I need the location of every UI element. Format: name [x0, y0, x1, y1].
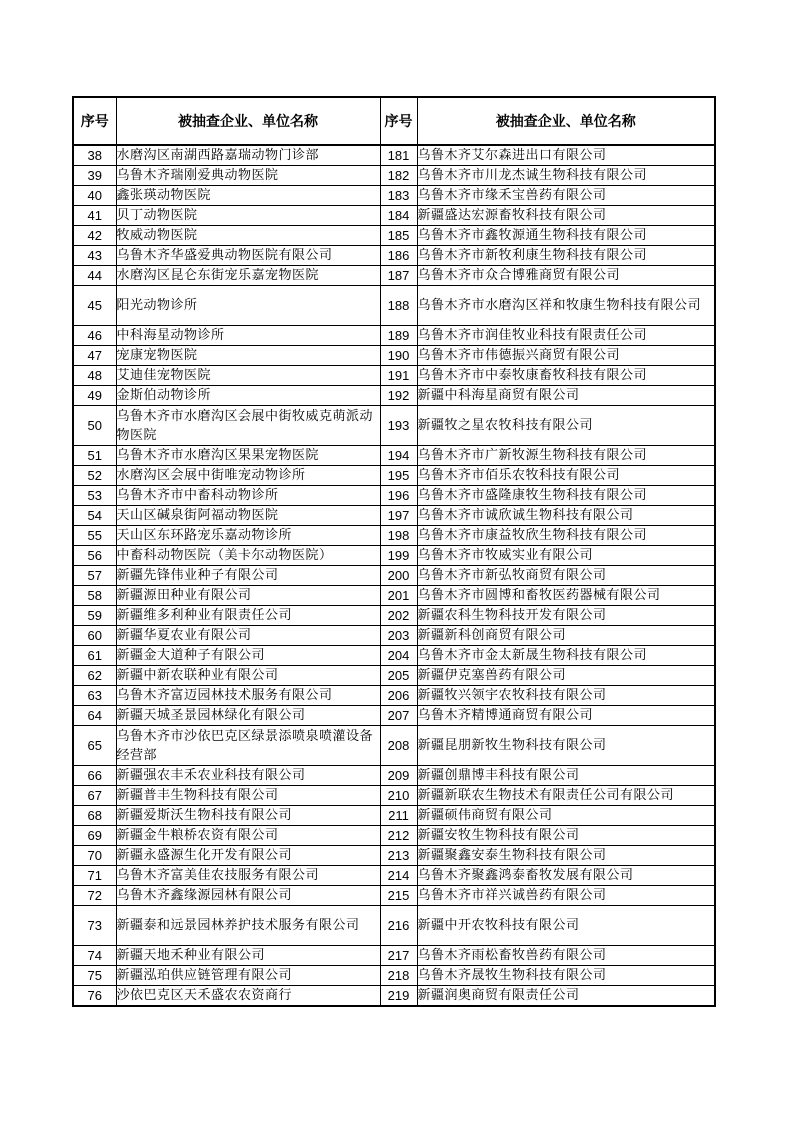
table-row: [73, 145, 715, 166]
right-company-name-cell: 新疆硕伟商贸有限公司: [417, 806, 715, 826]
right-company-name-cell: 新疆创鼎博丰科技有限公司: [417, 766, 715, 786]
right-seq-cell: 217: [380, 946, 417, 966]
right-company-name-cell: 乌鲁木齐市康益牧欣生物科技有限公司: [417, 526, 715, 546]
right-seq-cell: 181: [380, 145, 417, 166]
right-seq-cell: 215: [380, 886, 417, 906]
left-company-name-cell: 新疆天地禾种业有限公司: [116, 946, 380, 966]
left-seq-cell: 38: [73, 145, 116, 166]
left-company-name-cell: 金斯伯动物诊所: [116, 386, 380, 406]
name-header-right: 被抽查企业、单位名称: [417, 97, 715, 145]
table-row: [73, 386, 715, 406]
right-seq-cell: 185: [380, 226, 417, 246]
table-row: [73, 166, 715, 186]
right-seq-cell: 206: [380, 686, 417, 706]
right-company-name-cell: 新疆新联农生物技术有限责任公司有限公司: [417, 786, 715, 806]
left-company-name-cell: 乌鲁木齐鑫缘源园林有限公司: [116, 886, 380, 906]
left-company-name-cell: 水磨沟区会展中街唯宠动物诊所: [116, 466, 380, 486]
right-seq-cell: 212: [380, 826, 417, 846]
right-seq-cell: 182: [380, 166, 417, 186]
right-company-name-cell: 乌鲁木齐聚鑫鸿泰畜牧发展有限公司: [417, 866, 715, 886]
right-seq-cell: 192: [380, 386, 417, 406]
left-seq-cell: 72: [73, 886, 116, 906]
right-seq-cell: 202: [380, 606, 417, 626]
right-company-name-cell: 新疆新科创商贸有限公司: [417, 626, 715, 646]
right-company-name-cell: 乌鲁木齐市中泰牧康畜牧科技有限公司: [417, 366, 715, 386]
left-seq-cell: 75: [73, 966, 116, 986]
right-company-name-cell: 乌鲁木齐市润佳牧业科技有限责任公司: [417, 326, 715, 346]
table-row: [73, 246, 715, 266]
left-seq-cell: 61: [73, 646, 116, 666]
left-company-name-cell: 新疆泓珀供应链管理有限公司: [116, 966, 380, 986]
table-row: [73, 786, 715, 806]
left-company-name-cell: 鑫张瑛动物医院: [116, 186, 380, 206]
table-row: [73, 226, 715, 246]
right-seq-cell: 208: [380, 726, 417, 766]
right-seq-cell: 186: [380, 246, 417, 266]
table-header-row: [73, 97, 715, 145]
right-seq-cell: 194: [380, 446, 417, 466]
right-seq-cell: 211: [380, 806, 417, 826]
right-seq-cell: 188: [380, 286, 417, 326]
left-seq-cell: 68: [73, 806, 116, 826]
right-seq-cell: 209: [380, 766, 417, 786]
left-seq-cell: 41: [73, 206, 116, 226]
right-company-name-cell: 乌鲁木齐市诚欣诚生物科技有限公司: [417, 506, 715, 526]
seq-header-right: 序号: [380, 97, 417, 145]
left-seq-cell: 62: [73, 666, 116, 686]
right-company-name-cell: 乌鲁木齐市新牧利康生物科技有限公司: [417, 246, 715, 266]
left-company-name-cell: 沙依巴克区天禾盛农农资商行: [116, 986, 380, 1007]
left-company-name-cell: 艾迪佳宠物医院: [116, 366, 380, 386]
left-seq-cell: 76: [73, 986, 116, 1007]
right-seq-cell: 207: [380, 706, 417, 726]
table-row: [73, 946, 715, 966]
left-company-name-cell: 新疆强农丰禾农业科技有限公司: [116, 766, 380, 786]
table-row: [73, 286, 715, 326]
left-company-name-cell: 乌鲁木齐市水磨沟区会展中街牧威克萌派动物医院: [116, 406, 380, 446]
left-company-name-cell: 新疆天城圣景园林绿化有限公司: [116, 706, 380, 726]
left-company-name-cell: 天山区东环路宠乐嘉动物诊所: [116, 526, 380, 546]
table-row: [73, 646, 715, 666]
left-seq-cell: 65: [73, 726, 116, 766]
table-row: [73, 186, 715, 206]
right-company-name-cell: 乌鲁木齐市缘禾宝兽药有限公司: [417, 186, 715, 206]
left-seq-cell: 39: [73, 166, 116, 186]
right-company-name-cell: 新疆盛达宏源畜牧科技有限公司: [417, 206, 715, 226]
table-row: [73, 866, 715, 886]
left-seq-cell: 67: [73, 786, 116, 806]
right-company-name-cell: 新疆牧之星农牧科技有限公司: [417, 406, 715, 446]
left-seq-cell: 40: [73, 186, 116, 206]
table-row: [73, 406, 715, 446]
left-seq-cell: 46: [73, 326, 116, 346]
left-company-name-cell: 中畜科动物医院（美卡尔动物医院）: [116, 546, 380, 566]
right-company-name-cell: 乌鲁木齐市众合博雅商贸有限公司: [417, 266, 715, 286]
left-company-name-cell: 乌鲁木齐市水磨沟区果果宠物医院: [116, 446, 380, 466]
left-company-name-cell: 宠康宠物医院: [116, 346, 380, 366]
table-body: [73, 145, 715, 1006]
right-company-name-cell: 新疆中开农牧科技有限公司: [417, 906, 715, 946]
right-seq-cell: 190: [380, 346, 417, 366]
left-company-name-cell: 天山区碱泉街阿福动物医院: [116, 506, 380, 526]
left-company-name-cell: 贝丁动物医院: [116, 206, 380, 226]
right-seq-cell: 203: [380, 626, 417, 646]
left-seq-cell: 73: [73, 906, 116, 946]
table-row: [73, 446, 715, 466]
left-company-name-cell: 新疆源田种业有限公司: [116, 586, 380, 606]
left-seq-cell: 69: [73, 826, 116, 846]
right-company-name-cell: 乌鲁木齐雨松畜牧兽药有限公司: [417, 946, 715, 966]
right-company-name-cell: 乌鲁木齐精博通商贸有限公司: [417, 706, 715, 726]
left-company-name-cell: 新疆金牛粮桥农资有限公司: [116, 826, 380, 846]
left-seq-cell: 60: [73, 626, 116, 646]
right-seq-cell: 187: [380, 266, 417, 286]
right-seq-cell: 183: [380, 186, 417, 206]
table-row: [73, 346, 715, 366]
left-company-name-cell: 乌鲁木齐华盛爱典动物医院有限公司: [116, 246, 380, 266]
table-row: [73, 686, 715, 706]
table-row: [73, 466, 715, 486]
table-row: [73, 846, 715, 866]
table-row: [73, 986, 715, 1007]
table-row: [73, 626, 715, 646]
left-seq-cell: 42: [73, 226, 116, 246]
left-company-name-cell: 牧威动物医院: [116, 226, 380, 246]
table-row: [73, 806, 715, 826]
table-row: [73, 706, 715, 726]
left-company-name-cell: 水磨沟区南湖西路嘉瑞动物门诊部: [116, 145, 380, 166]
table-row: [73, 266, 715, 286]
right-seq-cell: 196: [380, 486, 417, 506]
right-company-name-cell: 新疆安牧生物科技有限公司: [417, 826, 715, 846]
right-company-name-cell: 新疆昆朋新牧生物科技有限公司: [417, 726, 715, 766]
left-seq-cell: 43: [73, 246, 116, 266]
table-row: [73, 906, 715, 946]
right-company-name-cell: 乌鲁木齐晟牧生物科技有限公司: [417, 966, 715, 986]
right-company-name-cell: 乌鲁木齐市川龙杰诚生物科技有限公司: [417, 166, 715, 186]
table-row: [73, 826, 715, 846]
right-company-name-cell: 乌鲁木齐市鑫牧源通生物科技有限公司: [417, 226, 715, 246]
left-seq-cell: 49: [73, 386, 116, 406]
right-seq-cell: 193: [380, 406, 417, 446]
left-seq-cell: 70: [73, 846, 116, 866]
table-row: [73, 606, 715, 626]
left-seq-cell: 44: [73, 266, 116, 286]
right-company-name-cell: 乌鲁木齐市金太新晟生物科技有限公司: [417, 646, 715, 666]
table-row: [73, 666, 715, 686]
left-company-name-cell: 新疆华夏农业有限公司: [116, 626, 380, 646]
left-seq-cell: 71: [73, 866, 116, 886]
left-company-name-cell: 乌鲁木齐市中畜科动物诊所: [116, 486, 380, 506]
seq-header-left: 序号: [73, 97, 116, 145]
right-seq-cell: 198: [380, 526, 417, 546]
table-row: [73, 526, 715, 546]
right-company-name-cell: 乌鲁木齐市圆博和畜牧医药器械有限公司: [417, 586, 715, 606]
right-company-name-cell: 乌鲁木齐市盛隆康牧生物科技有限公司: [417, 486, 715, 506]
table-row: [73, 586, 715, 606]
left-seq-cell: 56: [73, 546, 116, 566]
left-seq-cell: 47: [73, 346, 116, 366]
right-company-name-cell: 乌鲁木齐市佰乐农牧科技有限公司: [417, 466, 715, 486]
left-company-name-cell: 新疆中新农联种业有限公司: [116, 666, 380, 686]
table-row: [73, 766, 715, 786]
left-company-name-cell: 新疆金大道种子有限公司: [116, 646, 380, 666]
left-seq-cell: 64: [73, 706, 116, 726]
right-seq-cell: 200: [380, 566, 417, 586]
table-row: [73, 366, 715, 386]
left-company-name-cell: 新疆泰和远景园林养护技术服务有限公司: [116, 906, 380, 946]
inspection-table: [72, 96, 716, 1007]
table-row: [73, 206, 715, 226]
left-seq-cell: 55: [73, 526, 116, 546]
right-company-name-cell: 新疆牧兴领宇农牧科技有限公司: [417, 686, 715, 706]
right-seq-cell: 205: [380, 666, 417, 686]
right-seq-cell: 189: [380, 326, 417, 346]
left-seq-cell: 53: [73, 486, 116, 506]
right-company-name-cell: 新疆中科海星商贸有限公司: [417, 386, 715, 406]
left-company-name-cell: 水磨沟区昆仑东街宠乐嘉宠物医院: [116, 266, 380, 286]
table-row: [73, 886, 715, 906]
right-seq-cell: 199: [380, 546, 417, 566]
name-header-left: 被抽查企业、单位名称: [116, 97, 380, 145]
table-row: [73, 726, 715, 766]
left-seq-cell: 45: [73, 286, 116, 326]
right-seq-cell: 210: [380, 786, 417, 806]
right-company-name-cell: 乌鲁木齐市祥兴诚兽药有限公司: [417, 886, 715, 906]
left-seq-cell: 51: [73, 446, 116, 466]
left-seq-cell: 59: [73, 606, 116, 626]
table-row: [73, 486, 715, 506]
right-seq-cell: 213: [380, 846, 417, 866]
right-company-name-cell: 乌鲁木齐市牧威实业有限公司: [417, 546, 715, 566]
left-company-name-cell: 中科海星动物诊所: [116, 326, 380, 346]
right-company-name-cell: 新疆润奥商贸有限责任公司: [417, 986, 715, 1007]
left-seq-cell: 74: [73, 946, 116, 966]
table-row: [73, 326, 715, 346]
left-seq-cell: 63: [73, 686, 116, 706]
right-seq-cell: 197: [380, 506, 417, 526]
right-seq-cell: 214: [380, 866, 417, 886]
right-company-name-cell: 新疆伊克塞兽药有限公司: [417, 666, 715, 686]
right-company-name-cell: 乌鲁木齐市水磨沟区祥和牧康生物科技有限公司: [417, 286, 715, 326]
right-seq-cell: 191: [380, 366, 417, 386]
table-row: [73, 546, 715, 566]
left-company-name-cell: 乌鲁木齐富美佳农技服务有限公司: [116, 866, 380, 886]
right-seq-cell: 195: [380, 466, 417, 486]
table-row: [73, 566, 715, 586]
right-company-name-cell: 乌鲁木齐市新弘牧商贸有限公司: [417, 566, 715, 586]
left-company-name-cell: 乌鲁木齐瑞刚爱典动物医院: [116, 166, 380, 186]
right-seq-cell: 201: [380, 586, 417, 606]
right-seq-cell: 218: [380, 966, 417, 986]
left-seq-cell: 58: [73, 586, 116, 606]
right-company-name-cell: 乌鲁木齐市广新牧源生物科技有限公司: [417, 446, 715, 466]
left-company-name-cell: 乌鲁木齐富迈园林技术服务有限公司: [116, 686, 380, 706]
left-seq-cell: 50: [73, 406, 116, 446]
left-company-name-cell: 新疆维多利种业有限责任公司: [116, 606, 380, 626]
left-company-name-cell: 新疆爱斯沃生物科技有限公司: [116, 806, 380, 826]
left-seq-cell: 52: [73, 466, 116, 486]
left-seq-cell: 48: [73, 366, 116, 386]
left-seq-cell: 66: [73, 766, 116, 786]
left-seq-cell: 57: [73, 566, 116, 586]
table-row: [73, 966, 715, 986]
right-company-name-cell: 新疆聚鑫安泰生物科技有限公司: [417, 846, 715, 866]
left-seq-cell: 54: [73, 506, 116, 526]
right-seq-cell: 219: [380, 986, 417, 1007]
right-seq-cell: 216: [380, 906, 417, 946]
right-seq-cell: 204: [380, 646, 417, 666]
left-company-name-cell: 新疆永盛源生化开发有限公司: [116, 846, 380, 866]
left-company-name-cell: 乌鲁木齐市沙依巴克区绿景添喷泉喷灌设备经营部: [116, 726, 380, 766]
left-company-name-cell: 新疆先锋伟业种子有限公司: [116, 566, 380, 586]
right-company-name-cell: 乌鲁木齐艾尔森进出口有限公司: [417, 145, 715, 166]
left-company-name-cell: 阳光动物诊所: [116, 286, 380, 326]
right-seq-cell: 184: [380, 206, 417, 226]
right-company-name-cell: 乌鲁木齐市伟德振兴商贸有限公司: [417, 346, 715, 366]
right-company-name-cell: 新疆农科生物科技开发有限公司: [417, 606, 715, 626]
left-company-name-cell: 新疆普丰生物科技有限公司: [116, 786, 380, 806]
table-row: [73, 506, 715, 526]
